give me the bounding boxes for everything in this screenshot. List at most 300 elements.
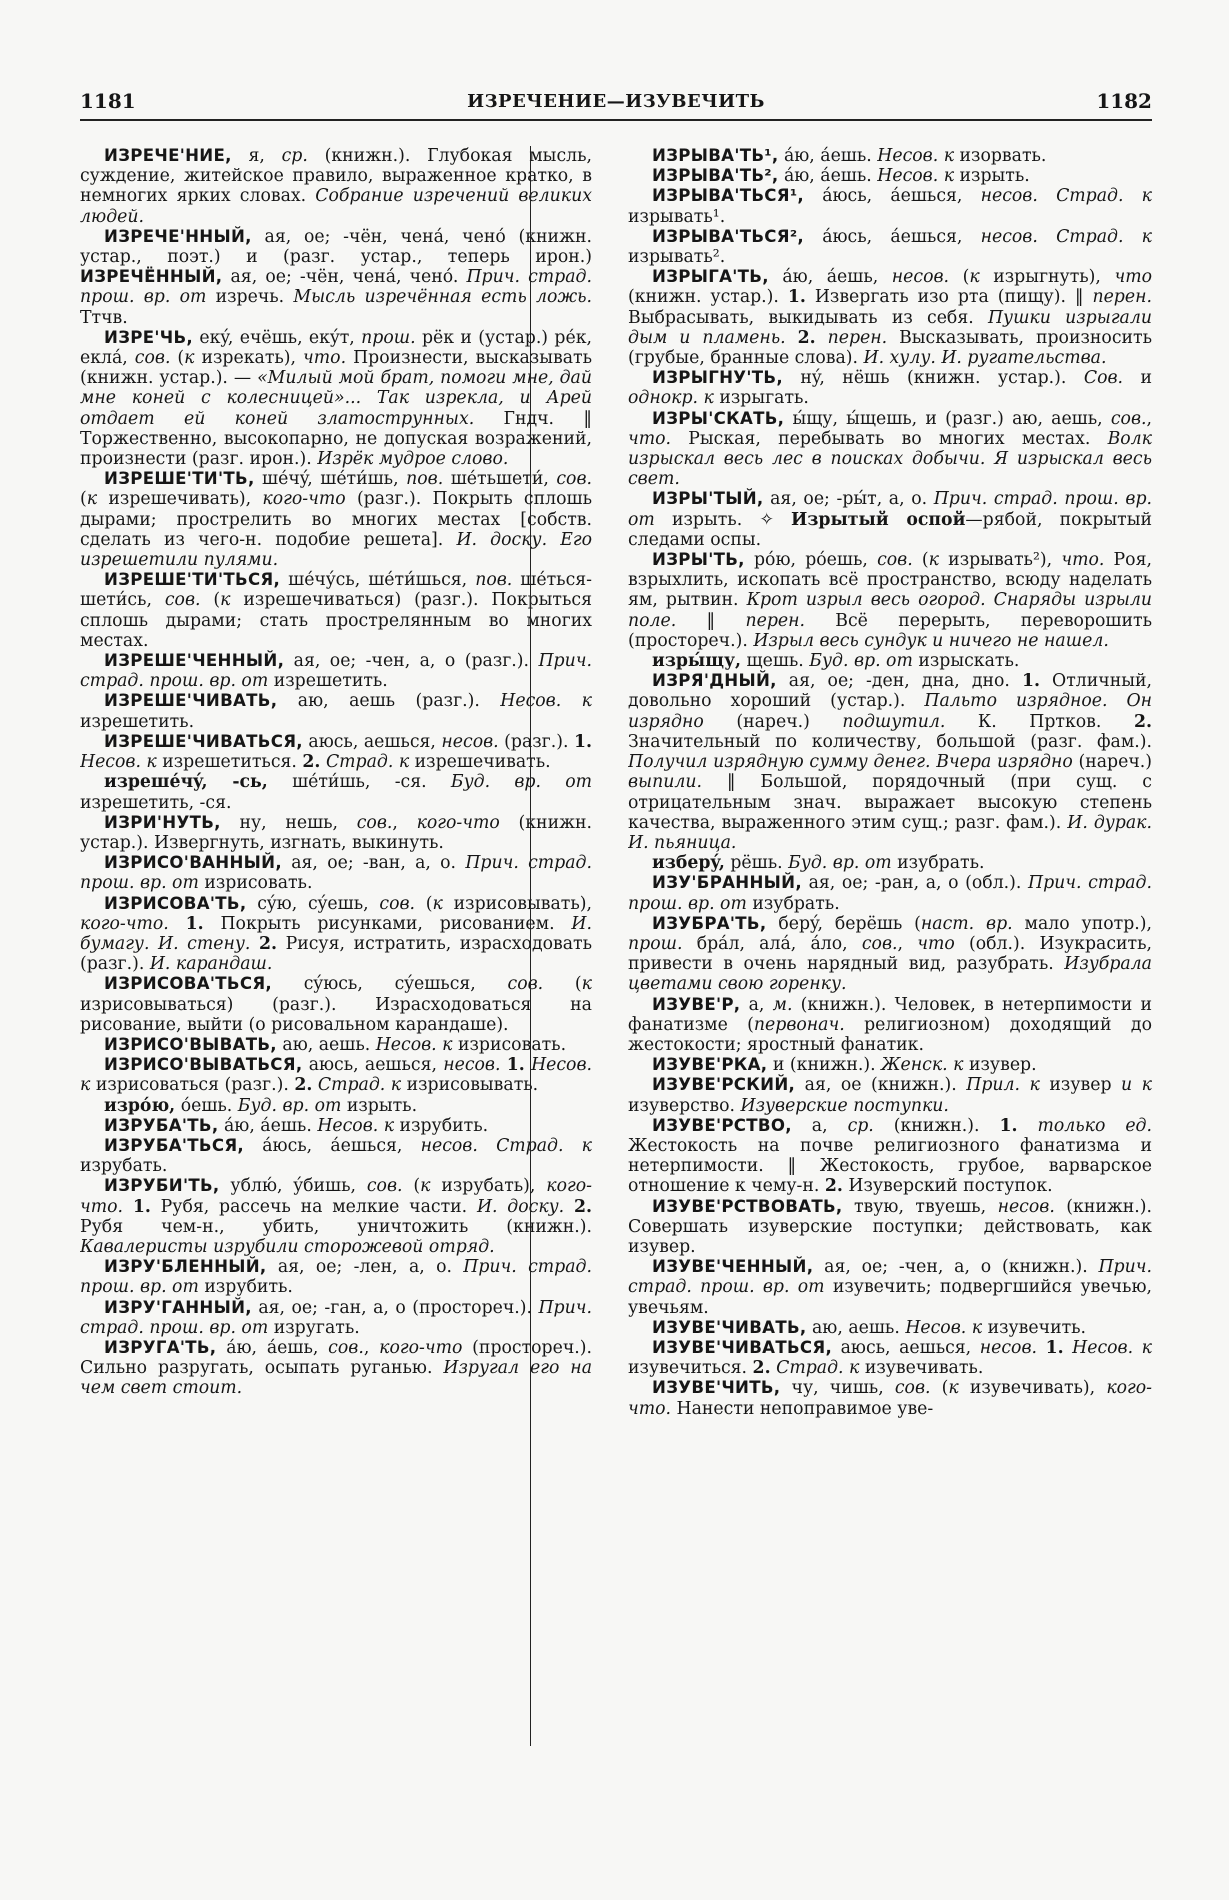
entry-text: (разг.). Покрыть сплошь дырами; прострелить во многих местах [собств. сделать из чего-н. подобие решета]. bbox=[80, 489, 592, 550]
entry-headword: ИЗУВЕ'ЧИВАТЬ, bbox=[652, 1317, 807, 1337]
right-column bbox=[628, 146, 1152, 1419]
dictionary-columns bbox=[80, 146, 1152, 1786]
entry-headword: ИЗРЫВА'ТЬСЯ², bbox=[652, 226, 804, 246]
entry-text: аю, аешь (разг.). bbox=[277, 691, 501, 712]
entry-text bbox=[169, 914, 186, 934]
entry-text: изубрать. bbox=[746, 893, 840, 914]
entry-text: Несов. к bbox=[1072, 1337, 1152, 1358]
dictionary-entry bbox=[628, 995, 1152, 1056]
entry-text: Прил. к bbox=[966, 1075, 1040, 1096]
entry-text: изрешечивать), bbox=[97, 489, 263, 510]
entry-text: я, bbox=[231, 146, 282, 166]
page-number-left: 1181 bbox=[80, 89, 136, 113]
entry-text: ( bbox=[200, 590, 221, 611]
entry-text: перен. bbox=[1092, 287, 1152, 308]
dictionary-entry bbox=[80, 772, 592, 812]
entry-headword: ИЗУВЕ'РКА, bbox=[652, 1055, 768, 1075]
entry-text: изувер. bbox=[963, 1055, 1037, 1076]
entry-text: Изрёк мудрое слово. bbox=[317, 449, 509, 470]
entry-text: Буд. вр. от bbox=[809, 651, 913, 672]
entry-text: áюсь, áешься, bbox=[804, 226, 981, 247]
entry-text: 2. bbox=[258, 933, 278, 954]
entry-text: 2. bbox=[797, 327, 816, 348]
page-number-right: 1182 bbox=[1096, 89, 1152, 113]
entry-text: Буд. вр. от bbox=[788, 853, 892, 874]
entry-text: несов. bbox=[891, 267, 950, 288]
entry-text: выпили. bbox=[628, 772, 703, 793]
entry-text: ( bbox=[912, 550, 929, 571]
entry-text: сов. bbox=[134, 348, 171, 369]
entry-text: Крот изрыл весь огород. Снаряды изрыли поле. bbox=[628, 590, 1152, 631]
entry-text: изрисовать. bbox=[198, 873, 313, 894]
entry-text: кого-что bbox=[416, 812, 500, 833]
entry-text: религиозном) доходящий до жестокости; яростный фанатик. bbox=[628, 1014, 1152, 1055]
dictionary-entry bbox=[80, 813, 592, 853]
entry-text: ( bbox=[949, 267, 970, 288]
entry-headword: ИЗРЫ'СКАТЬ, bbox=[652, 408, 785, 428]
entry-text: (разг.). bbox=[498, 731, 574, 752]
entry-headword: ИЗРЕ'ЧЬ, bbox=[104, 327, 194, 347]
entry-text: ая, ое; -чён, ченá, ченó. bbox=[222, 267, 467, 288]
entry-text: сов. bbox=[556, 469, 592, 490]
entry-text: ( bbox=[930, 1378, 949, 1399]
entry-text: 1. bbox=[1045, 1337, 1064, 1358]
entry-headword: ИЗРУ'ГАННЫЙ, bbox=[104, 1297, 252, 1317]
entry-text: ( bbox=[415, 893, 433, 914]
entry-text: Пальто изрядное. Он изрядно bbox=[628, 691, 1152, 732]
entry-text: Несов. к bbox=[80, 752, 157, 773]
entry-text: Прич. страд. прош. вр. от bbox=[80, 267, 592, 308]
dictionary-entry bbox=[628, 186, 1152, 226]
entry-text: м. bbox=[772, 994, 793, 1015]
entry-text: что bbox=[917, 933, 955, 954]
entry-text: ы́щу, ы́щешь, и (разг.) аю, аешь, bbox=[784, 408, 1111, 429]
dictionary-entry bbox=[628, 267, 1152, 368]
entry-text bbox=[1037, 1338, 1046, 1358]
entry-headword: изрешéчý, -сь, bbox=[104, 772, 268, 793]
entry-text: изрубать), bbox=[430, 1176, 547, 1197]
entry-text: Жестокость на почве религиозного фанатизма и нетерпимости. ‖ Жестокость, грубое, варварское отношение к чему-н. bbox=[628, 1135, 1152, 1197]
entry-headword: ИЗРЕШЕ'ЧЕННЫЙ, bbox=[104, 651, 285, 671]
entry-text: Волк изрыскал весь лес в поисках добычи. Я изрыскал весь свет. bbox=[628, 428, 1152, 490]
entry-text: кого-что bbox=[379, 1337, 463, 1358]
entry-text: Несов. к bbox=[877, 146, 955, 166]
entry-text: сов. bbox=[1110, 408, 1147, 429]
entry-text: изрисовать. bbox=[452, 1034, 567, 1055]
entry-text: изрисовывать), bbox=[442, 893, 592, 914]
entry-headword: ИЗРУБИ'ТЬ, bbox=[104, 1176, 220, 1196]
entry-text: 1. bbox=[1021, 671, 1040, 692]
entry-text: несов. bbox=[441, 731, 499, 752]
dictionary-entry bbox=[80, 1298, 592, 1338]
running-title: ИЗРЕЧЕНИЕ—ИЗУВЕЧИТЬ bbox=[467, 90, 765, 112]
entry-text: к bbox=[581, 974, 592, 995]
entry-text: 1. bbox=[787, 287, 806, 308]
dictionary-entry bbox=[628, 1075, 1152, 1115]
entry-text: подшутил. bbox=[842, 711, 946, 732]
column-divider bbox=[530, 146, 531, 1746]
dictionary-entry bbox=[628, 1116, 1152, 1197]
entry-headword: ИЗУВЕ'ЧЕННЫЙ, bbox=[652, 1257, 814, 1277]
entry-text: (простореч.). Сильно разругать, осыпать руганью. bbox=[80, 1337, 592, 1379]
entry-text: шéтьшети́, bbox=[443, 469, 557, 490]
entry-text: Рубя чем-н., убить, уничтожить (книжн.). bbox=[80, 1216, 592, 1237]
dictionary-entry bbox=[80, 651, 592, 691]
entry-text bbox=[1017, 1116, 1037, 1136]
entry-text: изрекать), bbox=[194, 348, 304, 369]
entry-text: ая, ое; -ган, а, о (простореч.). bbox=[251, 1297, 539, 1318]
entry-text: Страд. к bbox=[317, 1075, 402, 1096]
entry-text: изрисовываться) (разг.). Израсходоваться на рисование, выйти (о рисовальном карандаше). bbox=[80, 994, 592, 1035]
entry-text: несов. bbox=[443, 1055, 501, 1076]
entry-text: 2. bbox=[1133, 711, 1152, 732]
entry-text: изрешечивать. bbox=[409, 752, 551, 773]
entry-headword: ИЗРИ'НУТЬ, bbox=[104, 812, 221, 832]
entry-text: изрубить. bbox=[394, 1115, 489, 1136]
entry-text: Покрыть рисунками, рисованием. bbox=[203, 913, 572, 934]
dictionary-entry bbox=[628, 1197, 1152, 1258]
entry-text: И. доску. bbox=[476, 1196, 565, 1217]
entry-headword: ИЗРЫВА'ТЬ², bbox=[652, 166, 779, 186]
entry-text: Собрание изречений великих людей. bbox=[80, 186, 592, 227]
entry-headword: ИЗРЫВА'ТЬСЯ¹, bbox=[652, 186, 804, 206]
entry-text: Прич. страд. прош. вр. от bbox=[80, 651, 592, 692]
entry-text: изубрать. bbox=[891, 853, 985, 874]
entry-text: несов. bbox=[979, 1337, 1037, 1358]
entry-text: и bbox=[1123, 368, 1152, 389]
entry-text: что. bbox=[303, 348, 347, 369]
entry-text: áю, áешь, bbox=[768, 267, 892, 288]
dictionary-entry bbox=[80, 894, 592, 975]
dictionary-entry bbox=[628, 671, 1152, 853]
dictionary-entry bbox=[80, 1257, 592, 1297]
entry-headword: изры́щу, bbox=[652, 651, 742, 672]
entry-text: (книжн.). Глубокая мысль, суждение, житейское правило, выраженное кратко, в немногих ярких словах. bbox=[80, 146, 592, 207]
entry-headword: ИЗУВЕ'ЧИВАТЬСЯ, bbox=[652, 1337, 833, 1357]
entry-text: аюсь, аешься, bbox=[302, 731, 442, 752]
entry-text: Изругал его на чем свет стоит. bbox=[80, 1358, 592, 1399]
entry-text: (книжн. устар.). bbox=[628, 287, 788, 308]
entry-text: «Милый мой брат, помоги мне, дай мне коней с колесницей»... Так изрекла, и Арей отдает ей коней златострунных. bbox=[80, 368, 592, 429]
entry-headword: ИЗРЫВА'ТЬ¹, bbox=[652, 146, 779, 165]
entry-text: 1. bbox=[185, 913, 204, 934]
entry-headword: ИЗРИСО'ВАННЫЙ, bbox=[104, 853, 282, 873]
entry-headword: ИЗРУГА'ТЬ, bbox=[104, 1337, 217, 1357]
entry-text: ая, ое; -чен, а, о (разг.). bbox=[284, 651, 539, 672]
entry-text: Несов. к bbox=[375, 1034, 453, 1055]
dictionary-entry bbox=[628, 368, 1152, 408]
entry-text: сов. bbox=[877, 550, 913, 571]
dictionary-entry bbox=[628, 1318, 1152, 1338]
dictionary-entry bbox=[628, 227, 1152, 267]
entry-text: 2. bbox=[573, 1196, 592, 1217]
entry-headword: ИЗУ'БРАННЫЙ, bbox=[652, 873, 802, 893]
dictionary-entry bbox=[628, 914, 1152, 995]
entry-text: Несов. к bbox=[905, 1317, 983, 1338]
entry-text: а, bbox=[791, 1115, 848, 1136]
entry-text: изрыть. bbox=[954, 166, 1030, 187]
entry-text: кого-что. bbox=[80, 1176, 592, 1217]
entry-text: Извергать изо рта (пищу). ‖ bbox=[805, 287, 1093, 308]
entry-text: ая, ое; -чён, ченá, ченó (книжн. устар., поэт.) и (разг. устар., теперь ирон.) bbox=[80, 226, 592, 268]
entry-text: сов. bbox=[356, 812, 393, 833]
entry-text: однокр. к bbox=[628, 388, 714, 409]
entry-text: изругать. bbox=[268, 1317, 360, 1338]
entry-text bbox=[250, 934, 259, 954]
entry-text: а, bbox=[740, 994, 773, 1015]
entry-text: изрыгнуть), bbox=[979, 267, 1115, 288]
entry-text: изрывать². bbox=[628, 247, 726, 268]
entry-text: екý, ечёшь, екýт, bbox=[193, 327, 362, 348]
entry-text: Произнести, высказывать (книжн. устар.). — bbox=[80, 348, 592, 389]
dictionary-entry bbox=[80, 227, 592, 328]
entry-headword: ИЗРИСО'ВЫВАТЬСЯ, bbox=[104, 1055, 303, 1075]
entry-text: сов. bbox=[894, 1378, 931, 1399]
entry-text: несов. bbox=[997, 1196, 1055, 1217]
entry-text: Изуверские поступки. bbox=[740, 1095, 949, 1116]
entry-text: перен. bbox=[745, 610, 806, 631]
entry-headword: ИЗУВЕ'Р, bbox=[652, 994, 741, 1014]
entry-text: несов. bbox=[420, 1135, 478, 1156]
entry-text: И. доску. Его изрешетили пулями. bbox=[80, 529, 592, 571]
page-header bbox=[80, 84, 1152, 118]
entry-text: ( bbox=[80, 489, 87, 510]
entry-text: берý, берёшь ( bbox=[766, 913, 921, 934]
entry-text: (книжн. устар.). Извергнуть, изгнать, выкинуть. bbox=[80, 812, 592, 853]
entry-text: ая, ое (книжн.). bbox=[795, 1075, 967, 1096]
entry-text: изрешетить. bbox=[268, 671, 388, 692]
entry-text bbox=[786, 328, 798, 348]
entry-text: áюсь, áешься, bbox=[244, 1135, 421, 1156]
entry-text: сýюсь, сýешься, bbox=[272, 974, 508, 995]
entry-text: (нареч.) bbox=[703, 711, 843, 732]
entry-text: сов. bbox=[328, 1337, 364, 1358]
dictionary-entry bbox=[80, 146, 592, 227]
entry-text: 1. bbox=[132, 1196, 151, 1217]
entry-text: сов. bbox=[379, 893, 416, 914]
dictionary-entry bbox=[80, 732, 592, 772]
entry-text: (книжн.). bbox=[873, 1115, 1000, 1136]
entry-headword: ИЗРИСО'ВЫВАТЬ, bbox=[104, 1034, 277, 1054]
entry-text: Рубя, рассечь на мелкие части. bbox=[150, 1196, 477, 1217]
entry-headword: ИЗРИСОВА'ТЬ, bbox=[104, 893, 247, 913]
entry-text: Прич. страд. прош. вр. от bbox=[80, 853, 592, 894]
entry-headword: ИЗРЫГНУ'ТЬ, bbox=[652, 368, 783, 388]
entry-text: ая, ое; -лен, а, о. bbox=[266, 1257, 464, 1278]
entry-text: изувечить; подвергшийся увечью, увечьям. bbox=[628, 1277, 1152, 1318]
entry-text: , bbox=[897, 933, 918, 954]
entry-text: Прич. страд. прош. вр. от bbox=[628, 1257, 1152, 1298]
entry-text: Страд. к bbox=[776, 1358, 860, 1379]
entry-headword: ИЗРУ'БЛЕННЫЙ, bbox=[104, 1257, 267, 1277]
entry-text: 2. bbox=[752, 1358, 771, 1379]
entry-text: сов. bbox=[507, 974, 544, 995]
entry-text: изувечивать. bbox=[859, 1358, 984, 1379]
entry-text: изуверство. bbox=[628, 1095, 741, 1116]
entry-text: к bbox=[969, 267, 980, 288]
entry-text: Сов. bbox=[1083, 368, 1124, 389]
entry-text: (книжн.). Человек, в нетерпимости и фанатизме ( bbox=[628, 994, 1152, 1035]
entry-headword: ИЗРЫ'ТЬ, bbox=[652, 550, 745, 570]
entry-text: изрывать²), bbox=[938, 550, 1062, 571]
entry-text: и (книжн.). bbox=[767, 1055, 882, 1076]
entry-text: áю, áешь. bbox=[218, 1115, 318, 1136]
entry-headword: ИЗРИСОВА'ТЬСЯ, bbox=[104, 974, 273, 994]
dictionary-entry bbox=[80, 328, 592, 469]
entry-text: Страд. к bbox=[1056, 186, 1152, 207]
entry-text: 1. bbox=[999, 1115, 1018, 1136]
entry-text: áю, áешь. bbox=[778, 146, 878, 166]
entry-text: Страд. к bbox=[496, 1135, 592, 1156]
entry-text: ублю́, ýбишь, bbox=[219, 1176, 367, 1197]
entry-text: И. карандаш. bbox=[149, 954, 273, 975]
dictionary-entry bbox=[80, 1338, 592, 1399]
entry-text: Женск. к bbox=[881, 1055, 964, 1076]
entry-text: Роя, взрыхлить, ископать всё пространство, всюду наделать ям, рытвин. bbox=[628, 550, 1152, 611]
entry-headword: ИЗРЕШЕ'ТИ'ТЬСЯ, bbox=[104, 570, 281, 590]
entry-text: Всё перерыть, переворошить (простореч.). bbox=[628, 610, 1152, 651]
entry-text: наст. вр. bbox=[920, 913, 1013, 934]
entry-text: Ттчв. bbox=[80, 307, 128, 328]
entry-text: ая, ое; -ван, а, о. bbox=[281, 853, 466, 874]
entry-text: Пушки изрыгали дым и пламень. bbox=[628, 307, 1152, 348]
dictionary-entry bbox=[628, 489, 1152, 550]
entry-headword: ИЗРЕЧЕ'ННЫЙ, bbox=[104, 226, 252, 246]
entry-text: сýю, сýешь, bbox=[246, 893, 380, 914]
dictionary-entry bbox=[628, 409, 1152, 490]
entry-text: сов. bbox=[366, 1176, 403, 1197]
entry-text: шéчý, шéти́шь, bbox=[254, 469, 407, 490]
entry-text: кого-что. bbox=[628, 1378, 1152, 1419]
entry-text: ( bbox=[402, 1176, 421, 1197]
entry-text: , bbox=[392, 812, 417, 833]
entry-text: Несов. к bbox=[500, 691, 592, 712]
entry-text: рёк и (устар.) рéк, еклá, bbox=[80, 327, 592, 369]
entry-text: ср. bbox=[847, 1115, 874, 1136]
dictionary-entry bbox=[628, 1338, 1152, 1378]
entry-text: прош. bbox=[361, 327, 416, 348]
entry-text: несов. bbox=[980, 226, 1038, 247]
entry-text: к bbox=[928, 550, 939, 571]
entry-text: изрубить. bbox=[198, 1277, 293, 1298]
entry-text: 2. bbox=[302, 752, 321, 773]
entry-text: И. дурак. И. пьяница. bbox=[628, 812, 1152, 853]
dictionary-entry bbox=[80, 1176, 592, 1257]
entry-text: брáл, алá, áло, bbox=[682, 933, 862, 954]
entry-text: Высказывать, произносить (грубые, бранные слова). bbox=[628, 327, 1152, 369]
entry-text bbox=[816, 328, 828, 348]
entry-text: Получил изрядную сумму денег. Вчера изрядно bbox=[628, 752, 1073, 773]
entry-text: изрешечиваться) (разг.). Покрыться сплошь дырами; стать прострелянным во многих местах. bbox=[80, 590, 592, 651]
entry-text: Рыская, перебывать во многих местах. bbox=[671, 428, 1108, 449]
entry-text: пов. bbox=[406, 469, 444, 490]
entry-text: пов. bbox=[475, 570, 513, 591]
entry-text: ( bbox=[170, 348, 185, 369]
entry-text: изречь. bbox=[206, 287, 294, 308]
entry-text: Несов. к bbox=[317, 1115, 395, 1136]
entry-headword: ИЗУВЕ'ЧИТЬ, bbox=[652, 1378, 781, 1398]
entry-text: ср. bbox=[281, 146, 308, 166]
entry-text: изрубать. bbox=[80, 1156, 168, 1177]
entry-text: аю, аешь. bbox=[276, 1034, 376, 1055]
entry-text: 1. bbox=[573, 731, 592, 752]
entry-text: изрешетиться. bbox=[156, 752, 303, 773]
entry-text: мало употр.), bbox=[1012, 913, 1152, 934]
entry-text: ая, ое; -ран, а, о (обл.). bbox=[801, 873, 1028, 894]
dictionary-entry bbox=[80, 469, 592, 570]
dictionary-entry bbox=[628, 550, 1152, 651]
entry-text: что. bbox=[1061, 550, 1105, 571]
entry-text: Прич. страд. прош. вр. от bbox=[628, 489, 1152, 530]
entry-text: изувечиться. bbox=[628, 1358, 753, 1379]
entry-text: (нареч.) bbox=[1072, 752, 1152, 773]
entry-text: , bbox=[363, 1337, 380, 1358]
entry-headword: ИЗУВЕ'РСТВОВАТЬ, bbox=[652, 1196, 843, 1216]
dictionary-entry bbox=[80, 1136, 592, 1176]
entry-text: к bbox=[420, 1176, 431, 1197]
entry-text: изрисовывать. bbox=[401, 1075, 539, 1096]
entry-text bbox=[1038, 227, 1056, 247]
entry-text: к bbox=[432, 893, 443, 914]
dictionary-entry bbox=[80, 570, 592, 651]
entry-text: Изуверский поступок. bbox=[842, 1176, 1053, 1197]
entry-text bbox=[123, 1197, 133, 1217]
entry-text bbox=[1064, 1338, 1073, 1358]
entry-headword: изрóю, bbox=[104, 1095, 176, 1116]
entry-text: (книжн.). Совершать изуверские поступки; действовать, как изувер. bbox=[628, 1196, 1152, 1257]
entry-text: Мысль изречённая есть ложь. bbox=[293, 287, 592, 308]
entry-text: Страд. к bbox=[1056, 226, 1152, 247]
entry-text: изрыскать. bbox=[912, 651, 1020, 672]
dictionary-entry bbox=[628, 873, 1152, 913]
entry-text: аюсь, аешься, bbox=[832, 1337, 980, 1358]
dictionary-entry bbox=[628, 1257, 1152, 1318]
dictionary-entry bbox=[628, 853, 1152, 873]
entry-text: 2. bbox=[824, 1176, 843, 1197]
entry-text: Несов. к bbox=[877, 166, 955, 187]
entry-text: áю, áешь, bbox=[216, 1337, 329, 1358]
entry-text: ‖ bbox=[676, 610, 746, 631]
entry-text: И. хулу. И. ругательства. bbox=[863, 348, 1107, 369]
dictionary-entry bbox=[80, 1035, 592, 1055]
dictionary-entry bbox=[628, 1055, 1152, 1075]
entry-headword: ИЗРУБА'ТЬ, bbox=[104, 1115, 219, 1135]
entry-text: и к bbox=[1121, 1075, 1152, 1096]
entry-text: áюсь, áешься, bbox=[804, 186, 981, 207]
dictionary-entry bbox=[80, 1055, 592, 1095]
entry-text: изрыть. ✧ bbox=[654, 509, 792, 530]
entry-text: к bbox=[948, 1378, 959, 1399]
entry-text: Буд. вр. от bbox=[450, 772, 592, 793]
dictionary-entry bbox=[628, 651, 1152, 671]
entry-text: Изрыл весь сундук и ничего не нашел. bbox=[753, 630, 1109, 651]
entry-text: кого-что bbox=[262, 489, 346, 510]
entry-text: рóю, рóешь, bbox=[744, 550, 878, 571]
entry-text bbox=[1038, 186, 1056, 206]
entry-text: Выбрасывать, выкидывать из себя. bbox=[628, 307, 988, 328]
entry-text: шéти́шь, -ся. bbox=[267, 772, 451, 793]
entry-text: к bbox=[184, 348, 195, 369]
entry-text: áю, áешь. bbox=[778, 166, 878, 187]
entry-text: ая, ое; -ден, дна, дно. bbox=[776, 671, 1022, 692]
entry-text: щешь. bbox=[741, 651, 810, 672]
dictionary-entry bbox=[628, 1378, 1152, 1418]
entry-headword: ИЗУВЕ'РСКИЙ, bbox=[652, 1075, 796, 1095]
entry-headword: ИЗРЫ'ТЫЙ, bbox=[652, 489, 764, 509]
entry-text bbox=[564, 1197, 574, 1217]
entry-text: что bbox=[1114, 267, 1152, 288]
dictionary-entry bbox=[80, 1116, 592, 1136]
